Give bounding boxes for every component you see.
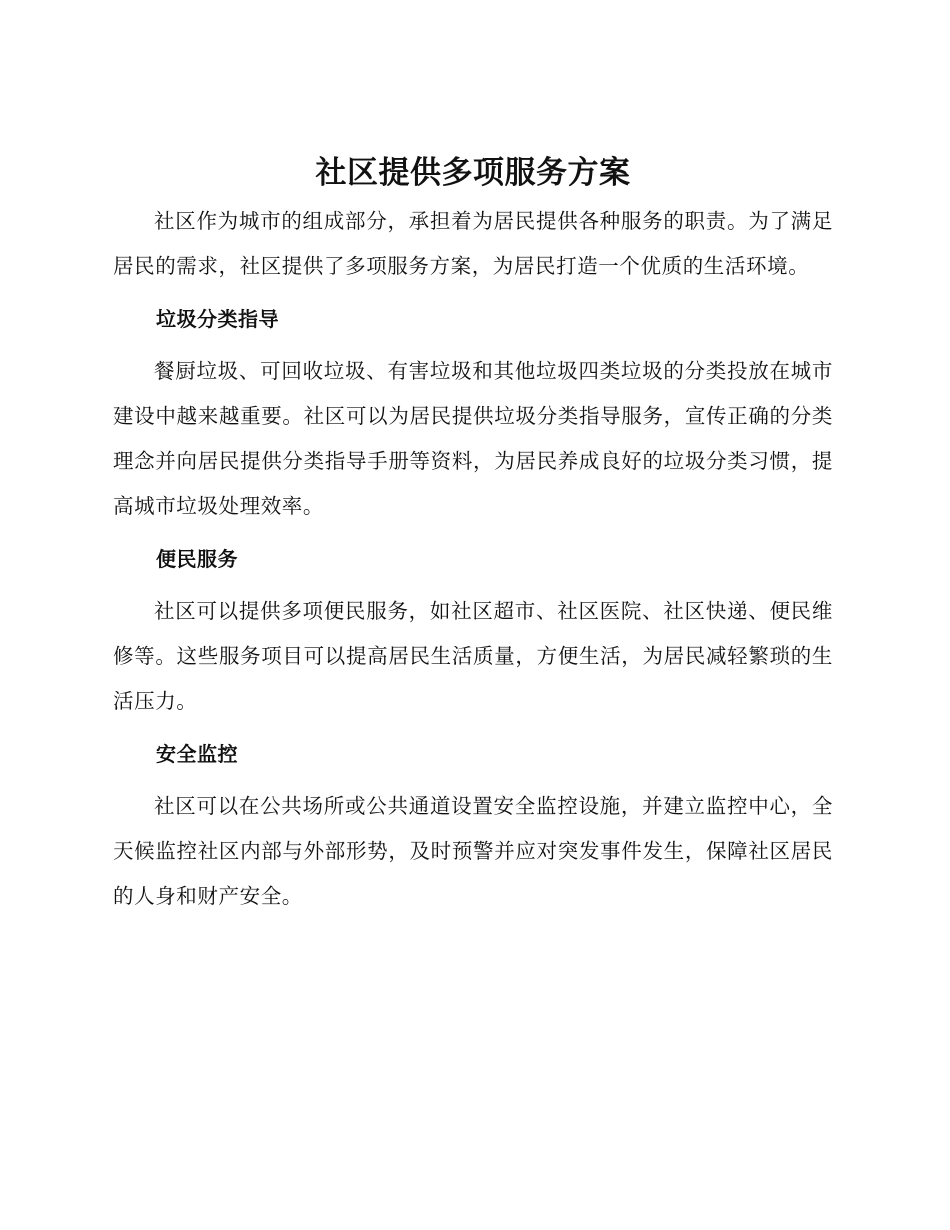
section-garbage-sorting xyxy=(113,303,833,529)
document-page xyxy=(113,150,833,919)
section-body: 社区可以在公共场所或公共通道设置安全监控设施，并建立监控中心，全天候监控社区内部与外部形势，及时预警并应对突发事件发生，保障社区居民的人身和财产安全。 xyxy=(113,794,833,908)
section-body: 社区可以提供多项便民服务，如社区超市、社区医院、社区快递、便民维修等。这些服务项目可以提高居民生活质量，方便生活，为居民减轻繁琐的生活压力。 xyxy=(113,599,833,713)
section-body: 餐厨垃圾、可回收垃圾、有害垃圾和其他垃圾四类垃圾的分类投放在城市建设中越来越重要。社区可以为居民提供垃圾分类指导服务，宣传正确的分类理念并向居民提供分类指导手册等资料，为居民养成良好的垃圾分类习惯，提高城市垃圾处理效率。 xyxy=(113,359,833,518)
section-heading: 便民服务 xyxy=(156,547,238,571)
intro-paragraph: 社区作为城市的组成部分，承担着为居民提供各种服务的职责。为了满足居民的需求，社区提供了多项服务方案，为居民打造一个优质的生活环境。 xyxy=(113,209,833,278)
section-security-monitoring xyxy=(113,738,833,919)
section-heading: 垃圾分类指导 xyxy=(156,307,279,331)
section-heading: 安全监控 xyxy=(156,742,238,766)
section-convenience-services xyxy=(113,543,833,724)
document-title: 社区提供多项服务方案 xyxy=(315,155,631,191)
